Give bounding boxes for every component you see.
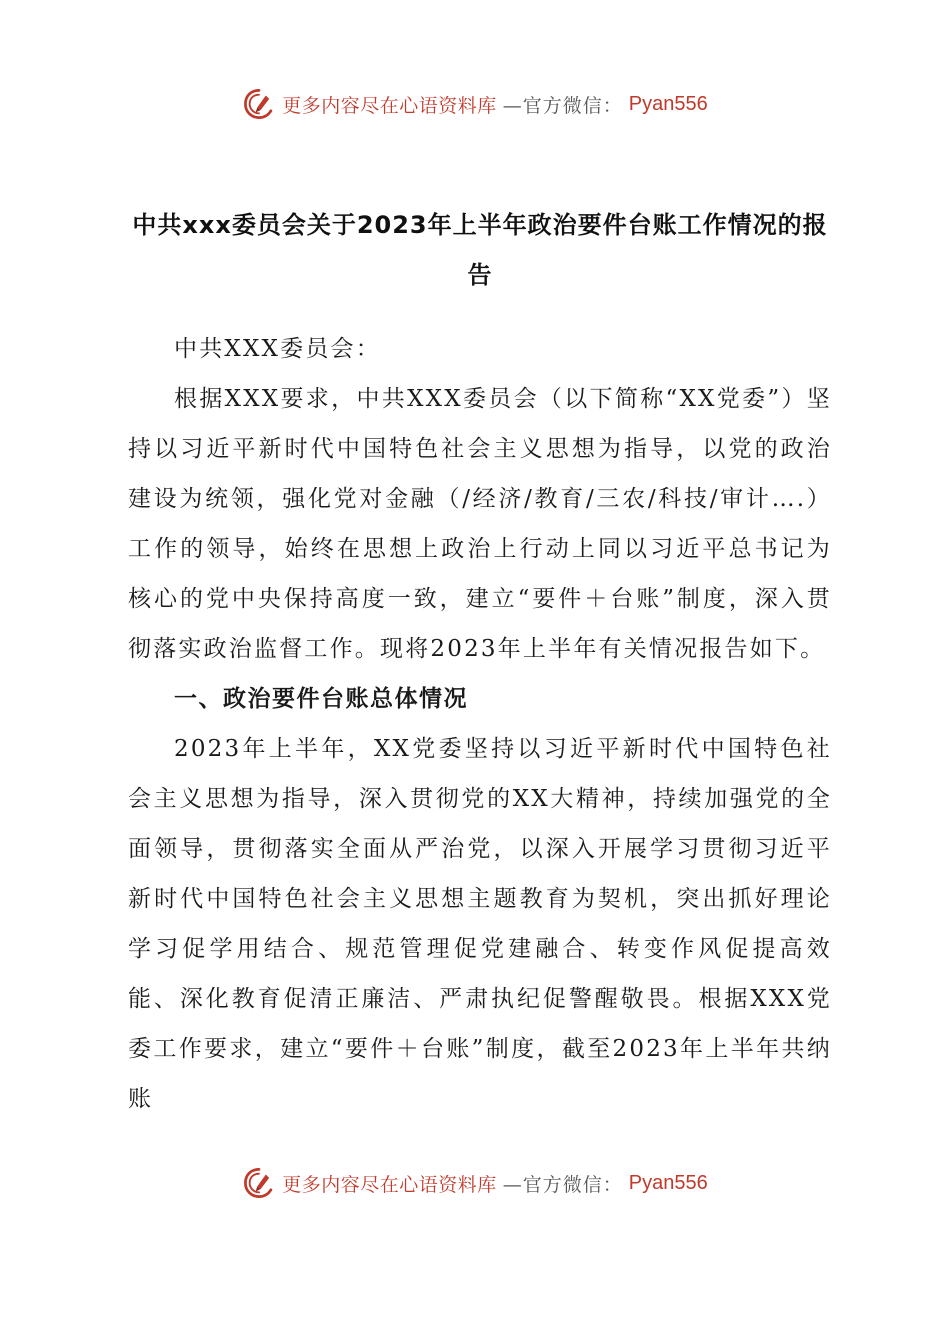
pen-nib-swirl-icon bbox=[242, 87, 276, 121]
pen-nib-swirl-icon bbox=[242, 1166, 276, 1200]
watermark-sub-text: —官方微信： bbox=[502, 1173, 623, 1196]
watermark-main-text: 更多内容尽在心语资料库 bbox=[282, 94, 497, 117]
watermark-sub-text: —官方微信： bbox=[502, 94, 623, 117]
watermark-footer bbox=[0, 1163, 950, 1203]
section-paragraph: 2023年上半年，XX党委坚持以习近平新时代中国特色社会主义思想为指导，深入贯彻党的XX大精神，持续加强党的全面领导，贯彻落实全面从严治党，以深入开展学习贯彻习近平新时代中国特色社会主义思想主题教育为契机，突出抓好理论学习促学用结合、规范管理促党建融合、转变作风促提高效能、深化教育促清正廉洁、严肃执纪促警醒敬畏。根据XXX党委工作要求，建立“要件＋台账”制度，截至2023年上半年共纳账 bbox=[128, 736, 832, 1112]
intro-paragraph: 根据XXX要求，中共XXX委员会（以下简称“XX党委”）坚持以习近平新时代中国特色社会主义思想为指导，以党的政治建设为统领，强化党对金融（/经济/教育/三农/科技/审计….）工作的领导，始终在思想上政治上行动上同以习近平总书记为核心的党中央保持高度一致，建立“要件＋台账”制度，深入贯彻落实政治监督工作。现将2023年上半年有关情况报告如下。 bbox=[128, 386, 832, 662]
document-title: 中共xxx委员会关于2023年上半年政治要件台账工作情况的报告 bbox=[132, 211, 828, 289]
salutation: 中共XXX委员会： bbox=[174, 336, 381, 362]
section-heading: 一、政治要件台账总体情况 bbox=[174, 686, 468, 712]
watermark-wechat-id: Pyan556 bbox=[628, 1171, 708, 1194]
watermark-wechat-id: Pyan556 bbox=[628, 92, 708, 115]
watermark-header bbox=[0, 84, 950, 124]
watermark-main-text: 更多内容尽在心语资料库 bbox=[282, 1173, 497, 1196]
document-body bbox=[128, 324, 832, 1124]
